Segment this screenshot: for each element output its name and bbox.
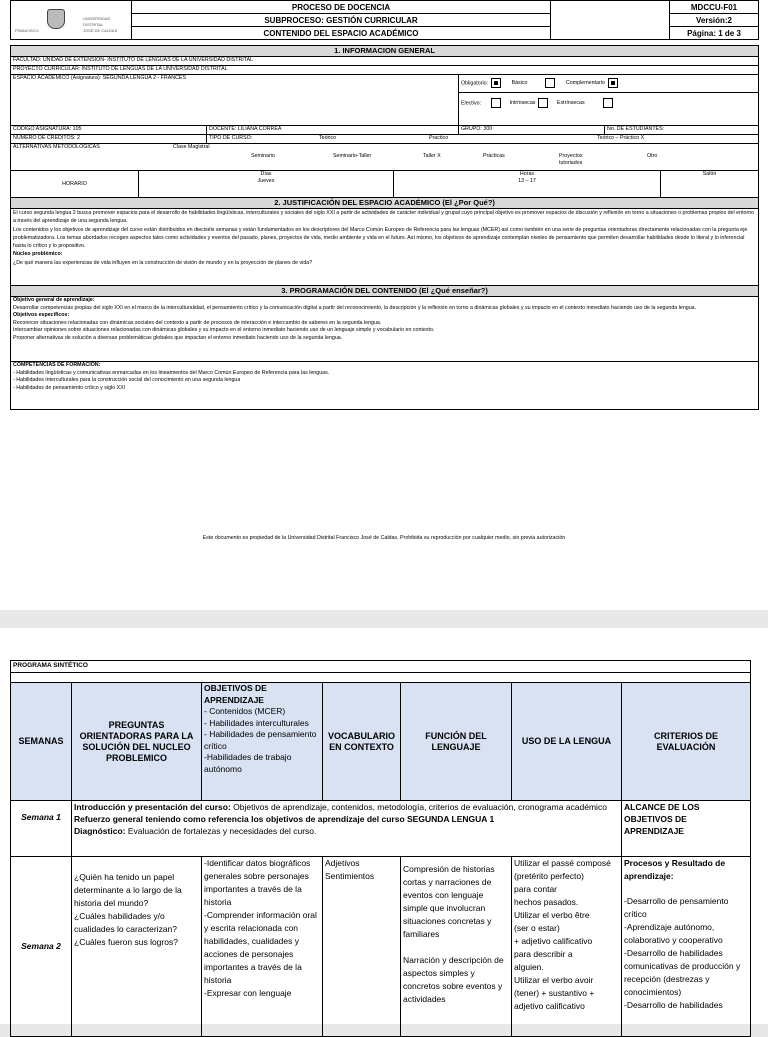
method-practicas: Prácticas (483, 153, 505, 159)
col-header-funcion: FUNCIÓN DEL LENGUAJE (401, 683, 512, 801)
competencies-label: COMPETENCIAS DE FORMACIÓN: (13, 362, 101, 368)
subprocess-title: SUBPROCESO: GESTIÓN CURRICULAR (132, 14, 551, 27)
method-taller: Taller X (423, 153, 441, 159)
university-seal-icon (47, 9, 65, 29)
col-header-criterios: CRITERIOS DE EVALUACIÓN (622, 683, 751, 801)
specific-objective-3: Proponer alternativas de solución a diversas problemáticas globales que impactan el entorno inmediato haciendo uso de la segunda lengua. (13, 334, 343, 341)
program-title: PROGRAMA SINTÉTICO (11, 661, 751, 673)
hours-value: 13 – 17 (518, 178, 536, 184)
course-code-field: CÓDIGO ASIGNATURA: 105 (11, 126, 207, 135)
col-header-preguntas: PREGUNTAS ORIENTADORAS PARA LA SOLUCIÓN DEL NUCLEO PROBLEMICO (72, 683, 202, 801)
week-2-criteria-list: -Desarrollo de pensamiento crítico -Aprendizaje autónomo, colaborativo y cooperativo -Desarrollo de habilidades comunicativas de producción y recepción (destrezas y conocimientos) -Desarrollo de habilidades (624, 896, 741, 1010)
col-header-semanas: SEMANAS (11, 683, 72, 801)
obligatorio-label: Obligatorio: (461, 80, 489, 87)
schedule-hours (394, 171, 661, 198)
week-1-label: Semana 1 (11, 801, 72, 857)
week-1-refuerzo: Refuerzo general teniendo como referencia los objetivos de aprendizaje del curso SEGUNDA LENGUA 1 (74, 814, 495, 824)
logo-left-label: FRANCISCO (15, 28, 39, 33)
days-label: Días (260, 171, 272, 177)
col-header-objetivos-items: - Contenidos (MCER) - Habilidades interculturales - Habilidades de pensamiento crítico -Habilidades de trabajo autónomo (204, 706, 317, 774)
week-2-language-use: Utilizar el passé composé (pretérito perfecto) para contar hechos pasados. Utilizar el verbo être (ser o estar) + adjetivo calificativo para describir a alguien. Utilizar el verbo avoir (tener) + sustantivo + adjetivo calificativo (512, 857, 622, 1037)
week-2-questions: ¿Quién ha tenido un papel determinante a lo largo de la historia del mundo? ¿Cuáles habilidades y/o cualidades lo caracterizan? ¿Cuáles fueron sus logros? (72, 857, 202, 1037)
col-header-vocabulario: VOCABULARIO EN CONTEXTO (323, 683, 401, 801)
col-header-uso: USO DE LA LENGUA (512, 683, 622, 801)
academic-space-field: ESPACIO ACADÉMICO (Asignatura): SEGUNDA LENGUA 2 - FRANCÉS (11, 75, 459, 126)
week-2-criteria-title: Procesos y Resultado de aprendizaje: (624, 858, 726, 881)
col-header-objetivos-title: OBJETIVOS DE APRENDIZAJE (204, 683, 267, 705)
course-kind-field (207, 135, 759, 144)
week-1-diagnostic-label: Diagnóstico: (74, 826, 126, 836)
teacher-field: DOCENTE: LILIANA CORREA (207, 126, 459, 135)
week-2-label: Semana 2 (11, 857, 72, 1037)
electivo-checkbox[interactable] (491, 98, 501, 108)
intrinsecas-label: Intrínsecas (509, 100, 536, 107)
justification-paragraph-2: Los contenidos y los objetivos de aprendizaje del curso están distribuidos en dieciséis semanas y están fundamentados en los descriptores del Marco Común Europeo de Referencia para las lenguas (MCER) así como también en una serie de preguntas orientadoras directamente relacionadas con la pregunta eje problematizadora. Los temas abordados recogen aspectos tales como actividades y eventos del pasado, planes, proyectos de vida, medio ambiente y vida en el futuro. Así mismo, los objetivos de aprendizaje contemplan niveles de pensamiento que permiten desarrollar habilidades desde lo literal y lo inferencial hasta lo crítico y lo propositivo. (13, 226, 748, 250)
week-2-criteria (622, 857, 751, 1037)
credits-field: NÚMERO DE CRÉDITOS: 2 (11, 135, 207, 144)
university-name-bottom: JOSÉ DE CALDAS (83, 28, 118, 33)
process-title: PROCESO DE DOCENCIA (132, 1, 551, 14)
students-field: No. DE ESTUDIANTES: (605, 126, 759, 135)
method-clase-magistral: Clase Magistral (173, 144, 210, 150)
basico-checkbox[interactable] (545, 78, 555, 88)
week-1-content (72, 801, 622, 857)
course-kind-teorico-practico: Teórico – Práctico X (597, 135, 645, 141)
method-proyectos: Proyectos tutoriados (559, 153, 583, 166)
competency-1: - Habilidades lingüísticas y comunicativas enmarcadas en los lineamientos del Marco Común Europeo de Referencia para las lenguas. (13, 369, 330, 376)
week-1-diagnostic-text: Evaluación de fortalezas y necesidades del curso. (125, 826, 317, 836)
method-otro: Otro (647, 153, 658, 159)
synthetic-program-table (10, 660, 751, 1037)
hours-label: Horas (519, 171, 535, 177)
competency-2: - Habilidades interculturales para la construcción social del conocimiento en una segunda lengua (13, 377, 241, 384)
document-header (10, 0, 759, 40)
week-1-intro-text: Objetivos de aprendizaje, contenidos, metodología, criterios de evaluación, cronograma académico (230, 802, 607, 812)
specific-objective-2: Intercambiar opiniones sobre situaciones relacionadas con dinámicas globales y su impacto en el entorno inmediato haciendo uso de un lenguaje simple y vocabulario en contexto. (13, 327, 435, 334)
course-kind-label: TIPO DE CURSO: (209, 135, 253, 141)
week-1-intro-label: Introducción y presentación del curso: (74, 802, 231, 812)
intrinsecas-checkbox[interactable] (538, 98, 548, 108)
specific-objective-1: Reconocer situaciones relacionadas con dinámicas sociales del contexto a partir de procesos de interacción e intercambio de saberes en la segunda lengua. (13, 319, 382, 326)
general-objective: Desarrollar competencias propias del siglo XXI en el marco de la interculturalidad, el pensamiento crítico y la comunicación digital a partir del reconocimiento, la descripción y la reflexión en torno a dinámicas globales y su impacto en el contexto inmediato haciendo uso de la segunda lengua. (13, 304, 697, 311)
nucleo-label: Núcleo problémico: (13, 251, 63, 258)
week-2-vocabulary: Adjetivos Sentimientos (323, 857, 401, 1037)
university-name-top: UNIVERSIDAD DISTRITAL (83, 16, 111, 27)
method-seminario: Seminario (251, 153, 275, 159)
extrinsecas-checkbox[interactable] (603, 98, 613, 108)
page-number: Página: 1 de 3 (670, 27, 759, 40)
alcance-title: ALCANCE DE LOS OBJETIVOS DE APRENDIZAJE (622, 801, 751, 857)
schedule-room: Salón (661, 171, 759, 198)
group-field: GRUPO: 300 (459, 126, 605, 135)
week-2-objectives: -Identificar datos biográficos generales sobre personajes importantes a través de la historia -Comprender información oral y escrita relacionada con habilidades, cualidades y acciones de personajes importantes a través de la historia -Expresar con lenguaje (202, 857, 323, 1037)
document-page-2 (0, 628, 768, 1024)
competency-3: - Habilidades de pensamiento crítico y siglo XXI (13, 384, 126, 391)
method-seminario-taller: Seminario-Taller (333, 153, 372, 159)
nucleo-question: ¿De qué manera las experiencias de vida influyen en la construcción de visión de mundo y en la proyección de planes de vida? (13, 259, 313, 266)
section-3-title: 3. PROGRAMACIÓN DEL CONTENIDO (El ¿Qué enseñar?) (11, 286, 759, 297)
methodology-field (11, 144, 759, 171)
basico-label: Básico (511, 80, 528, 87)
project-field: PROYECTO CURRICULAR: INSTITUTO DE LENGUAS DE LA UNIVERSIDAD DISTRITAL (11, 66, 759, 75)
course-kind-teorico: Teórico (319, 135, 337, 141)
course-content-table (10, 45, 759, 410)
methodology-label: ALTERNATIVAS METODOLÓGICAS (13, 144, 100, 150)
course-kind-practico: Practico (429, 135, 449, 141)
complementario-label: Complementario (565, 80, 605, 87)
faculty-field: FACULTAD: UNIDAD DE EXTENSIÓN- INSTITUTO DE LENGUAS DE LA UNIVERSIDAD DISTRITAL (11, 57, 759, 66)
course-type-checkboxes (459, 75, 759, 126)
col-header-objetivos (202, 683, 323, 801)
document-footer: Este documento es propiedad de la Universidad Distrital Francisco José de Caldas. Prohibida su reproducción por cualquier medio, sin previa autorización (202, 535, 566, 541)
justification-paragraph-1: El curso segunda lengua 2 busca promover espacios para el desarrollo de habilidades lingüísticas, interculturales y sociales del siglo XXI a partir de actividades de carácter individual y grupal cuyo principal objetivo es promover espacios de discusión y reflexión en torno a situaciones o problemas propios del entorno a través del aprendizaje de una segunda lengua. (13, 210, 755, 225)
document-code: MDCCU-F01 (670, 1, 759, 14)
obligatorio-checkbox[interactable] (491, 78, 501, 88)
objectives-text (11, 297, 759, 362)
electivo-label: Electivo: (461, 100, 482, 107)
days-value: Jueves (257, 178, 275, 184)
justification-text (11, 209, 759, 286)
document-title: CONTENIDO DEL ESPACIO ACADÉMICO (132, 27, 551, 40)
section-2-title: 2. JUSTIFICACIÓN DEL ESPACIO ACADÉMICO (El ¿Por Qué?) (11, 198, 759, 209)
complementario-checkbox[interactable] (608, 78, 618, 88)
extrinsecas-label: Extrínsecas (556, 100, 585, 107)
section-1-title: 1. INFORMACION GENERAL (11, 46, 759, 57)
document-version: Versión:2 (670, 14, 759, 27)
schedule-days (139, 171, 394, 198)
university-logo (11, 1, 132, 40)
general-objective-label: Objetivo general de aprendizaje: (13, 297, 95, 303)
week-2-language-function: Compresión de historias cortas y narraciones de eventos con lenguaje simple que involucran situaciones concretas y familiares Narración y descripción de aspectos simples y concretos sobre eventos y actividades (401, 857, 512, 1037)
schedule-label: HORARIO (11, 171, 139, 198)
specific-objectives-label: Objetivos específicos: (13, 312, 70, 319)
competencies-text (11, 362, 759, 410)
